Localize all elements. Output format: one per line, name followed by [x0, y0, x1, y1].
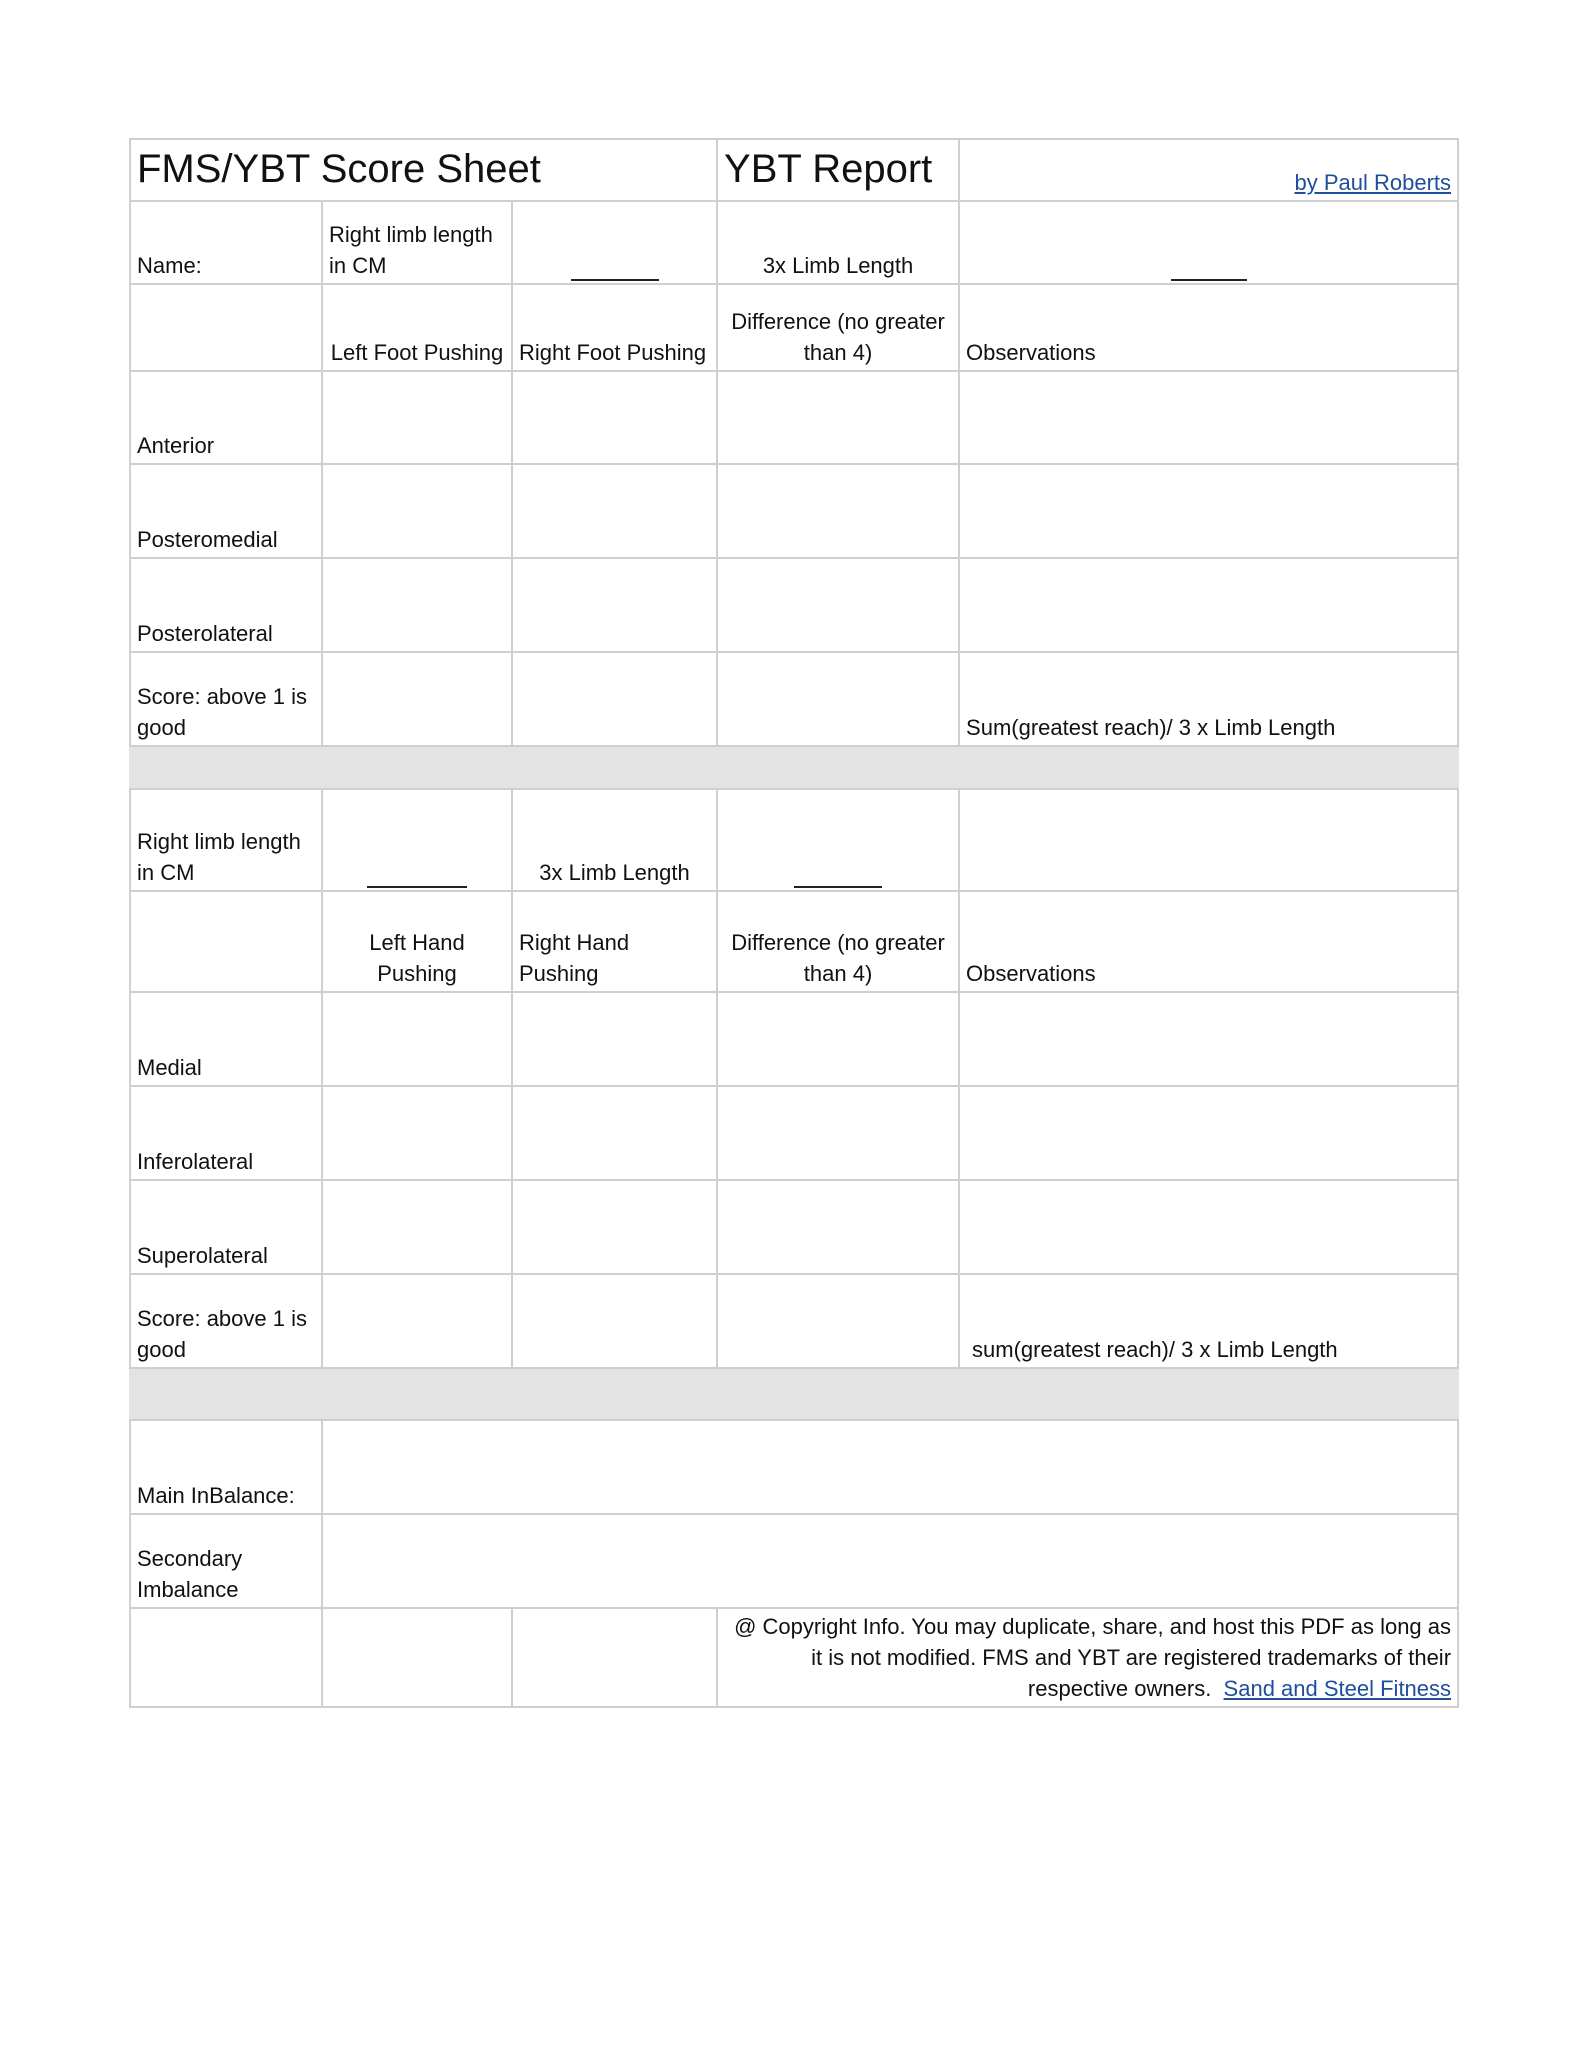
- sand-steel-link[interactable]: Sand and Steel Fitness: [1223, 1676, 1452, 1701]
- foot-header-row: [130, 284, 1458, 371]
- table-row: [130, 1180, 1458, 1274]
- input-cell[interactable]: [322, 1274, 512, 1368]
- name-row: [130, 201, 1458, 284]
- input-cell[interactable]: [717, 1180, 959, 1274]
- col-left-foot: Left Foot Pushing: [322, 284, 512, 371]
- upper-limb-length-blank[interactable]: [367, 864, 467, 888]
- input-cell[interactable]: [717, 1086, 959, 1180]
- table-row: [130, 464, 1458, 558]
- empty-cell: [130, 891, 322, 992]
- secondary-imbalance-row: [130, 1514, 1458, 1608]
- table-row: [130, 558, 1458, 652]
- row-label-superolateral: Superolateral: [130, 1180, 322, 1274]
- col-upper-observations: Observations: [959, 891, 1458, 992]
- three-x-cell: [959, 201, 1458, 284]
- input-cell[interactable]: [959, 464, 1458, 558]
- table-row: [130, 371, 1458, 464]
- empty-cell: [130, 284, 322, 371]
- col-left-hand: Left Hand Pushing: [322, 891, 512, 992]
- empty-cell: [959, 789, 1458, 891]
- empty-cell: [512, 1608, 717, 1707]
- input-cell[interactable]: [512, 464, 717, 558]
- col-difference: Difference (no greater than 4): [717, 284, 959, 371]
- input-cell[interactable]: [512, 652, 717, 746]
- upper-three-x-label: 3x Limb Length: [512, 789, 717, 891]
- upper-three-x-cell: [717, 789, 959, 891]
- col-right-foot: Right Foot Pushing: [512, 284, 717, 371]
- input-cell[interactable]: [717, 1274, 959, 1368]
- upper-limb-row: [130, 789, 1458, 891]
- input-cell[interactable]: [959, 371, 1458, 464]
- input-cell[interactable]: [512, 992, 717, 1086]
- input-cell[interactable]: [512, 558, 717, 652]
- input-cell[interactable]: [512, 1274, 717, 1368]
- score-sheet-table: [129, 138, 1459, 1708]
- input-cell[interactable]: [717, 558, 959, 652]
- input-cell[interactable]: [717, 992, 959, 1086]
- empty-cell: [322, 1608, 512, 1707]
- separator-row: [130, 746, 1458, 789]
- input-cell[interactable]: [959, 992, 1458, 1086]
- input-cell[interactable]: [322, 464, 512, 558]
- upper-limb-length-label: Right limb length in CM: [130, 789, 322, 891]
- main-imbalance-field[interactable]: [322, 1420, 1458, 1514]
- input-cell[interactable]: [322, 371, 512, 464]
- input-cell[interactable]: [717, 652, 959, 746]
- hand-header-row: [130, 891, 1458, 992]
- three-x-blank[interactable]: [1171, 257, 1247, 281]
- score-row: [130, 652, 1458, 746]
- row-label-posterolateral: Posterolateral: [130, 558, 322, 652]
- input-cell[interactable]: [322, 1086, 512, 1180]
- separator-row: [130, 1368, 1458, 1420]
- main-imbalance-row: [130, 1420, 1458, 1514]
- separator-band: [130, 1368, 1458, 1420]
- input-cell[interactable]: [959, 1180, 1458, 1274]
- limb-length-cell: [512, 201, 717, 284]
- col-upper-difference: Difference (no greater than 4): [717, 891, 959, 992]
- row-label-inferolateral: Inferolateral: [130, 1086, 322, 1180]
- title-cell: [130, 139, 717, 201]
- col-right-hand: Right Hand Pushing: [512, 891, 717, 992]
- input-cell[interactable]: [322, 992, 512, 1086]
- row-label-posteromedial: Posteromedial: [130, 464, 322, 558]
- limb-length-blank[interactable]: [571, 257, 659, 281]
- upper-score-row: [130, 1274, 1458, 1368]
- input-cell[interactable]: [512, 1180, 717, 1274]
- score-formula: Sum(greatest reach)/ 3 x Limb Length: [959, 652, 1458, 746]
- upper-score-label: Score: above 1 is good: [130, 1274, 322, 1368]
- name-label: Name:: [130, 201, 322, 284]
- table-row: [130, 1086, 1458, 1180]
- author-cell: [959, 139, 1458, 201]
- title-row: [130, 139, 1458, 201]
- input-cell[interactable]: [322, 1180, 512, 1274]
- empty-cell: [130, 1608, 322, 1707]
- copyright-text: @ Copyright Info. You may duplicate, share, and host this PDF as long as it is not modified. FMS and YBT are registered trademarks of their respective owners.: [734, 1614, 1452, 1701]
- report-title: YBT Report: [724, 147, 933, 191]
- upper-score-formula: sum(greatest reach)/ 3 x Limb Length: [959, 1274, 1458, 1368]
- copyright-cell: [717, 1608, 1458, 1707]
- input-cell[interactable]: [959, 1086, 1458, 1180]
- input-cell[interactable]: [512, 371, 717, 464]
- col-observations: Observations: [959, 284, 1458, 371]
- input-cell[interactable]: [717, 464, 959, 558]
- secondary-imbalance-label: Secondary Imbalance: [130, 1514, 322, 1608]
- limb-length-label: Right limb length in CM: [322, 201, 512, 284]
- report-title-cell: [717, 139, 959, 201]
- table-row: [130, 992, 1458, 1086]
- row-label-anterior: Anterior: [130, 371, 322, 464]
- separator-band: [130, 746, 1458, 789]
- score-label: Score: above 1 is good: [130, 652, 322, 746]
- three-x-label: 3x Limb Length: [717, 201, 959, 284]
- page-title: FMS/YBT Score Sheet: [137, 147, 541, 191]
- author-link[interactable]: by Paul Roberts: [1294, 170, 1452, 195]
- input-cell[interactable]: [717, 371, 959, 464]
- input-cell[interactable]: [322, 652, 512, 746]
- upper-three-x-blank[interactable]: [794, 864, 882, 888]
- upper-limb-length-cell: [322, 789, 512, 891]
- footer-row: [130, 1608, 1458, 1707]
- input-cell[interactable]: [959, 558, 1458, 652]
- main-imbalance-label: Main InBalance:: [130, 1420, 322, 1514]
- secondary-imbalance-field[interactable]: [322, 1514, 1458, 1608]
- input-cell[interactable]: [512, 1086, 717, 1180]
- row-label-medial: Medial: [130, 992, 322, 1086]
- input-cell[interactable]: [322, 558, 512, 652]
